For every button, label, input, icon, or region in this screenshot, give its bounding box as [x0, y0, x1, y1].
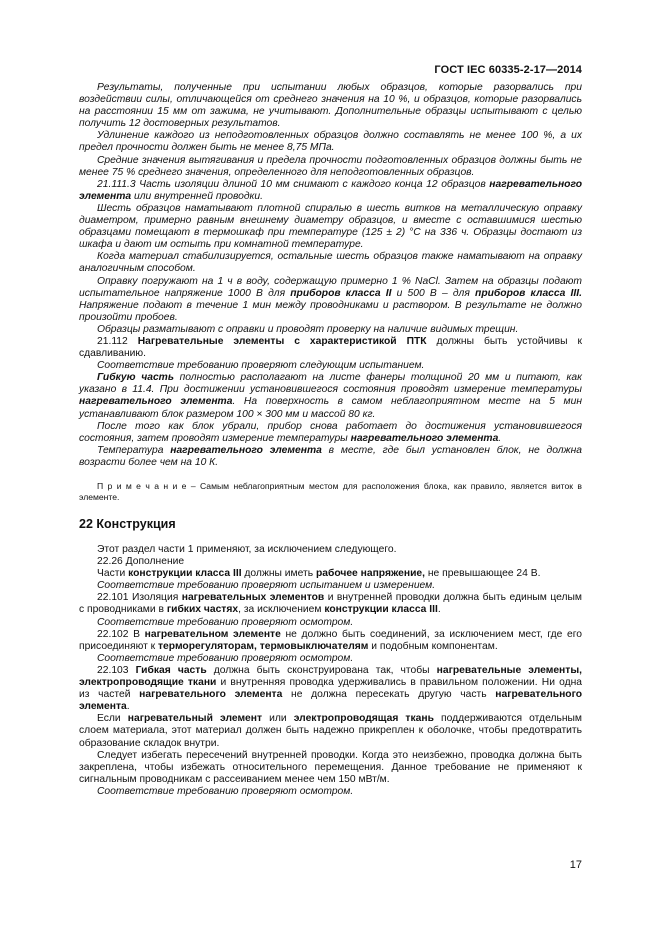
text-run: поддерживаются отдельным слоем материала, этот материал должен быть надежно прикреплен к оболочке, чтобы предотвратить образование складок внутри.: [79, 713, 582, 749]
body-paragraph: [79, 130, 582, 154]
text-run: П р и м е ч а н и е – Самым неблагоприятным местом для расположения блока, как правило, является виток в элементе.: [79, 481, 582, 502]
document-body: [79, 82, 582, 798]
bold-term: нагревательного элемента: [79, 396, 233, 408]
bold-term: электропроводящая ткань: [293, 713, 434, 725]
body-paragraph: [79, 203, 582, 251]
text-run: .: [126, 701, 130, 713]
body-paragraph: [79, 750, 582, 786]
body-paragraph: [79, 360, 582, 372]
body-paragraph: [79, 617, 582, 629]
text-run: 22 Конструкция: [79, 517, 176, 531]
body-paragraph: [79, 629, 582, 653]
text-run: должны быть устойчивы к сдавливанию.: [79, 335, 582, 360]
bold-term: приборов класса II: [290, 287, 392, 299]
page-number: 17: [569, 859, 582, 871]
text-run: должны иметь: [241, 568, 316, 580]
text-run: 22.101 Изоляция: [97, 592, 182, 604]
bold-term: гибких частях: [166, 604, 239, 616]
body-paragraph: [79, 324, 582, 336]
bold-term: терморегуляторам, термовыключателям: [158, 640, 369, 652]
bold-term: нагревательного элемента: [170, 444, 322, 456]
body-paragraph: [79, 155, 582, 179]
text-run: должна быть сконструирована так, чтобы: [206, 664, 437, 676]
text-run: 22.26 Дополнение: [97, 556, 185, 568]
body-paragraph: [79, 786, 582, 798]
bold-term: Гибкую часть: [97, 372, 174, 384]
text-run: Напряжение подают в течение 1 мин между проводниками и раствором. В результате не должно произойти пробоев.: [79, 299, 582, 323]
bold-term: конструкции класса III: [128, 568, 242, 580]
body-paragraph: [79, 276, 582, 324]
text-run: Соответствие требованию проверяют испытанием и измерением.: [97, 580, 436, 592]
body-paragraph: [79, 556, 582, 568]
text-run: Если: [97, 713, 128, 725]
bold-term: нагревательного элемента: [350, 432, 499, 444]
text-run: Оправку погружают на 1 ч в воду, содержащую примерно 1 % NaCl. Затем на образцы подают испытательное напряжение 1000 В для: [79, 275, 582, 299]
text-run: Этот раздел части 1 применяют, за исключением следующего.: [97, 544, 397, 555]
text-run: Следует избегать пересечений внутренней проводки. Когда это неизбежно, проводка должна быть закреплена, чтобы избежать относительного перемещения. Данное требование не применяют к сигнальным проводникам с рассеиванием менее чем 150 мВт/м.: [79, 749, 582, 785]
text-run: Соответствие требованию проверяют осмотром.: [97, 616, 354, 628]
bold-term: приборов класса III.: [475, 287, 582, 299]
text-run: Когда материал стабилизируется, остальные шесть образцов также наматывают на оправку аналогичным способом.: [79, 251, 582, 275]
body-paragraph: [79, 653, 582, 665]
text-run: Соответствие требованию проверяют следующим испытанием.: [97, 360, 425, 372]
bold-term: нагревательном элементе: [144, 628, 281, 640]
text-run: или внутренней проводки.: [131, 190, 263, 202]
section-title: [79, 517, 582, 532]
text-run: Части: [97, 568, 129, 580]
text-run: После того как блок убрали, прибор снова работает до достижения установившегося состояния, затем проводят измерение температуры: [79, 420, 582, 444]
text-run: .: [498, 432, 502, 444]
body-paragraph: [79, 179, 582, 203]
body-paragraph: [79, 421, 582, 445]
bold-term: рабочее напряжение,: [315, 568, 425, 580]
bold-term: нагревательные элементы, электропроводящие ткани: [79, 664, 582, 689]
bold-term: нагревательных элементов: [181, 592, 325, 604]
bold-term: Нагревательные элементы с характеристикой ПТК: [137, 335, 427, 347]
bold-term: нагревательный элемент: [127, 713, 263, 725]
text-run: и подобным компонентам.: [368, 640, 498, 652]
text-run: Образцы разматывают с оправки и проводят проверку на наличие видимых трещин.: [97, 323, 519, 335]
text-run: и внутренней проводки должна быть единым целым с проводниками в: [79, 592, 582, 616]
bold-term: Гибкая часть: [135, 664, 207, 676]
text-run: 22.103: [97, 664, 136, 676]
bold-term: нагревательного элемента: [79, 178, 582, 202]
text-run: не должна пересекать другую часть: [282, 689, 496, 701]
note-paragraph: [79, 481, 582, 502]
bold-term: нагревательного элемента: [79, 689, 583, 713]
text-run: или: [262, 713, 294, 725]
text-run: Средние значения вытягивания и предела прочности подготовленных образцов должны быть не менее 75 % среднего значения, определенного для неподготовленных образцов.: [79, 154, 582, 178]
bold-term: конструкции класса III: [324, 604, 438, 616]
text-run: 21.112: [97, 335, 138, 347]
text-run: в месте, где был установлен блок, не должна возрасти более чем на 10 К.: [79, 444, 582, 468]
text-run: Температура: [97, 444, 171, 456]
body-paragraph: [79, 665, 582, 713]
body-paragraph: [79, 592, 582, 616]
body-paragraph: [79, 336, 582, 360]
body-paragraph: [79, 713, 582, 749]
text-run: и внутренняя проводка удерживались в правильном положении. Ни одна из частей: [79, 677, 582, 701]
text-run: Результаты, полученные при испытании любых образцов, которые разорвались при воздействии силы, отличающейся от среднего значения на 10 %, и образцов, которые разорвались на расстоянии 15 мм от зажима, не учитывают. Дополнительные образцы испытывают с целью получить 12 достоверных результатов.: [79, 82, 582, 130]
text-run: 21.111.3 Часть изоляции длиной 10 мм снимают с каждого конца 12 образцов: [97, 178, 490, 190]
body-paragraph: [79, 372, 582, 420]
text-run: Соответствие требованию проверяют осмотром.: [97, 785, 354, 797]
body-paragraph: [79, 251, 582, 275]
body-paragraph: [79, 580, 582, 592]
text-run: , за исключением: [238, 604, 325, 616]
body-paragraph: [79, 82, 582, 130]
bold-term: нагревательного элемента: [139, 689, 283, 701]
text-run: полностью располагают на листе фанеры толщиной 20 мм и питают, как указано в 11.4. При достижении установившегося состояния проводят измерение температуры: [79, 372, 583, 396]
body-paragraph: [79, 544, 582, 556]
text-run: Соответствие требованию проверяют осмотром.: [97, 652, 354, 664]
text-run: не превышающее 24 В.: [425, 568, 541, 580]
text-run: и 500 В – для: [391, 287, 476, 299]
standard-header: ГОСТ IEC 60335-2-17—2014: [434, 64, 582, 76]
body-paragraph: [79, 445, 582, 469]
text-run: 22.102 В: [97, 628, 145, 640]
text-run: .: [437, 604, 441, 616]
text-run: . На поверхность в самом неблагоприятном месте на 5 мин устанавливают блок размером 100 × 300 мм и массой 80 кг.: [79, 396, 582, 420]
body-paragraph: [79, 568, 582, 580]
text-run: Удлинение каждого из неподготовленных образцов должно составлять не менее 100 %, а их предел прочности должен быть не менее 8,75 МПа.: [79, 130, 582, 154]
text-run: Шесть образцов наматывают плотной спиралью в шесть витков на металлическую оправку диаметром, примерно равным внешнему диаметру образцов, и вместе с оставшимися шестью образцами помещают в термошкаф при температуре (125 ± 2) °С на 336 ч. Образцы достают из шкафа и дают им остыть при комнатной температуре.: [79, 202, 582, 251]
text-run: не должно быть соединений, за исключением мест, где его присоединяют к: [79, 628, 582, 652]
